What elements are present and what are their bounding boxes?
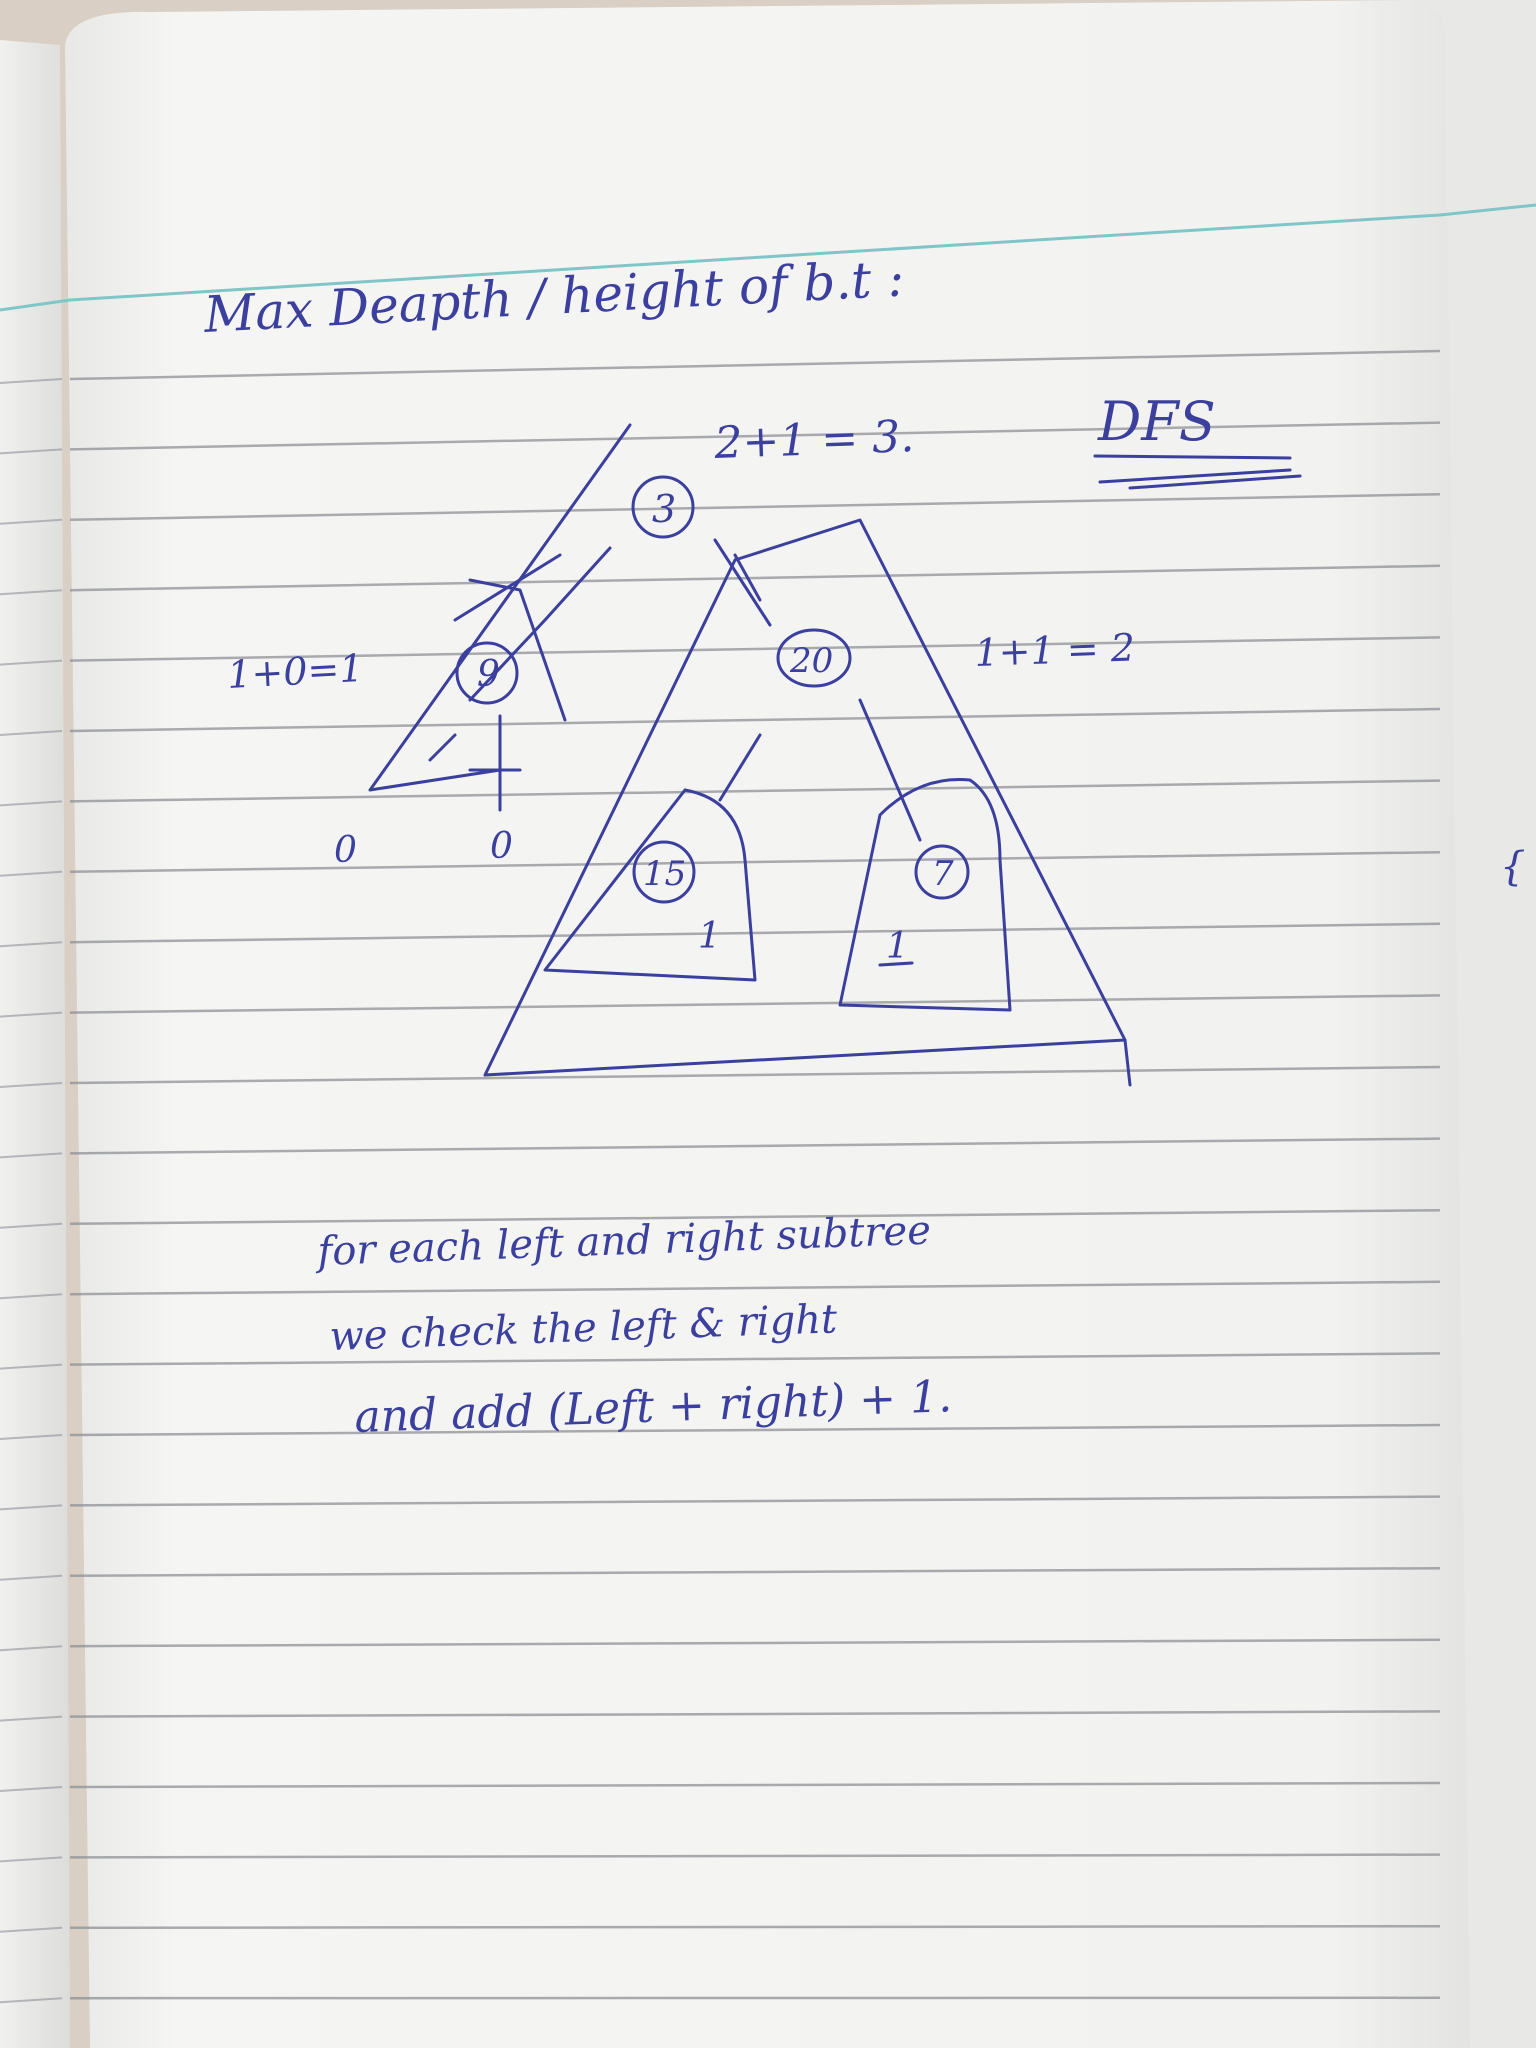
root-formula: 2+1 = 3. [713, 411, 915, 469]
rule-line [70, 1926, 1440, 1928]
side-brace-mark: { [1500, 844, 1526, 890]
node-left-label: 9 [477, 654, 500, 695]
right-formula: 1+1 = 2 [973, 625, 1136, 675]
node-root-label: 3 [652, 487, 677, 531]
explanation-line-1: for each left and right subtree [316, 1207, 932, 1275]
leaf-7-underline [880, 963, 912, 965]
back-page [0, 40, 70, 2048]
node-right-left-label: 15 [643, 854, 687, 894]
method-label: DFS [1098, 390, 1216, 453]
explanation-line-2: we check the left & right [328, 1296, 838, 1360]
dfs-underline-1 [1095, 456, 1290, 458]
left-null-1: 0 [334, 830, 357, 871]
node-right-right-label: 7 [932, 854, 954, 894]
leaf-15-value: 1 [698, 916, 721, 957]
title-text: Max Deapth / height of b.t : [202, 249, 906, 344]
left-formula: 1+0=1 [226, 645, 365, 697]
leaf-7-value: 1 [886, 926, 909, 967]
explanation-line-3: and add (Left + right) + 1. [353, 1371, 953, 1443]
left-null-2: 0 [490, 826, 513, 867]
node-right-label: 20 [790, 641, 834, 681]
